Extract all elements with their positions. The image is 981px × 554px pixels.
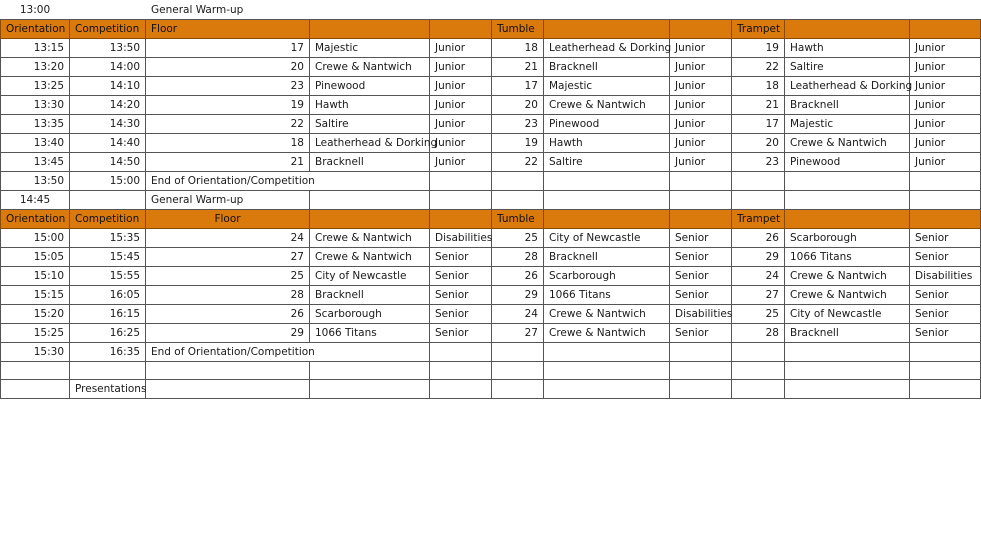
empty-cell [492, 362, 544, 380]
empty-cell [670, 191, 732, 210]
floor-club: 1066 Titans [310, 324, 430, 343]
trampet-number: 26 [732, 229, 785, 248]
table-row [1, 96, 981, 115]
trampet-category: Junior [910, 39, 981, 58]
trampet-club: Bracknell [785, 96, 910, 115]
trampet-number: 22 [732, 58, 785, 77]
empty-cell [670, 362, 732, 380]
floor-club: Hawth [310, 96, 430, 115]
tumble-number: 29 [492, 286, 544, 305]
trampet-category: Junior [910, 115, 981, 134]
trampet-number: 19 [732, 39, 785, 58]
empty-cell [430, 172, 492, 191]
tumble-category: Disabilities [670, 305, 732, 324]
empty-cell [732, 343, 785, 362]
table-row [1, 229, 981, 248]
floor-number: 21 [146, 153, 310, 172]
floor-number: 17 [146, 39, 310, 58]
trampet-club: Crewe & Nantwich [785, 286, 910, 305]
orientation-time: 13:20 [1, 58, 70, 77]
empty-cell [492, 343, 544, 362]
header-competition: Competition [70, 210, 146, 229]
tumble-category: Senior [670, 286, 732, 305]
tumble-category: Senior [670, 324, 732, 343]
orientation-time: 13:45 [1, 153, 70, 172]
trampet-category: Junior [910, 77, 981, 96]
empty-cell [1, 362, 70, 380]
floor-category: Senior [430, 324, 492, 343]
floor-number: 23 [146, 77, 310, 96]
empty-cell [785, 362, 910, 380]
trampet-club: Majestic [785, 115, 910, 134]
orientation-time: 13:25 [1, 77, 70, 96]
trampet-category: Junior [910, 134, 981, 153]
empty-cell [670, 172, 732, 191]
tumble-club: Hawth [544, 134, 670, 153]
trampet-number: 28 [732, 324, 785, 343]
empty-cell [310, 380, 430, 399]
empty-cell [732, 1, 785, 20]
tumble-number: 25 [492, 229, 544, 248]
tumble-category: Junior [670, 134, 732, 153]
trampet-category: Junior [910, 58, 981, 77]
trampet-club: Crewe & Nantwich [785, 267, 910, 286]
orientation-time: 13:35 [1, 115, 70, 134]
empty-cell [492, 191, 544, 210]
empty-cell [70, 191, 146, 210]
empty-cell [146, 380, 310, 399]
tumble-category: Junior [670, 77, 732, 96]
header-floor: Floor [146, 210, 310, 229]
tumble-category: Senior [670, 229, 732, 248]
tumble-category: Senior [670, 248, 732, 267]
orientation-time: 13:30 [1, 96, 70, 115]
table-row [1, 134, 981, 153]
floor-category: Junior [430, 58, 492, 77]
tumble-category: Junior [670, 115, 732, 134]
floor-category: Senior [430, 286, 492, 305]
trampet-number: 17 [732, 115, 785, 134]
tumble-number: 27 [492, 324, 544, 343]
empty-cell [670, 1, 732, 20]
orientation-time: 13:15 [1, 39, 70, 58]
tumble-number: 28 [492, 248, 544, 267]
tumble-club: Bracknell [544, 58, 670, 77]
table-row [1, 58, 981, 77]
empty-cell [732, 191, 785, 210]
header-tumble: Tumble [492, 20, 544, 39]
start-time: 14:45 [1, 191, 70, 210]
empty-cell [910, 172, 981, 191]
end-competition-time: 15:00 [70, 172, 146, 191]
competition-time: 14:20 [70, 96, 146, 115]
empty-cell [732, 362, 785, 380]
warmup-row [1, 1, 981, 20]
floor-number: 18 [146, 134, 310, 153]
floor-number: 25 [146, 267, 310, 286]
tumble-number: 24 [492, 305, 544, 324]
competition-time: 14:40 [70, 134, 146, 153]
tumble-club: Scarborough [544, 267, 670, 286]
empty-cell [785, 191, 910, 210]
trampet-club: City of Newcastle [785, 305, 910, 324]
floor-category: Junior [430, 39, 492, 58]
tumble-club: 1066 Titans [544, 286, 670, 305]
tumble-number: 18 [492, 39, 544, 58]
empty-cell [910, 343, 981, 362]
warmup-label: General Warm-up [146, 191, 310, 210]
empty-cell [732, 172, 785, 191]
tumble-number: 19 [492, 134, 544, 153]
tumble-number: 20 [492, 96, 544, 115]
header-row [1, 20, 981, 39]
empty-cell [430, 1, 492, 20]
floor-category: Senior [430, 248, 492, 267]
orientation-time: 15:00 [1, 229, 70, 248]
tumble-club: Saltire [544, 153, 670, 172]
orientation-time: 15:15 [1, 286, 70, 305]
orientation-time: 13:40 [1, 134, 70, 153]
floor-category: Junior [430, 115, 492, 134]
floor-number: 27 [146, 248, 310, 267]
empty-cell [785, 1, 910, 20]
tumble-club: Leatherhead & Dorking [544, 39, 670, 58]
empty-cell [910, 191, 981, 210]
trampet-club: Leatherhead & Dorking [785, 77, 910, 96]
trampet-category: Senior [910, 324, 981, 343]
end-orientation-time: 15:30 [1, 343, 70, 362]
floor-category: Senior [430, 305, 492, 324]
header-row [1, 210, 981, 229]
empty-cell [430, 210, 492, 229]
floor-club: Saltire [310, 115, 430, 134]
floor-club: Majestic [310, 39, 430, 58]
table-row [1, 248, 981, 267]
empty-cell [310, 20, 430, 39]
header-orientation: Orientation [1, 210, 70, 229]
floor-club: Leatherhead & Dorking [310, 134, 430, 153]
tumble-club: Majestic [544, 77, 670, 96]
empty-cell [492, 380, 544, 399]
table-row [1, 39, 981, 58]
trampet-category: Senior [910, 305, 981, 324]
orientation-time: 15:10 [1, 267, 70, 286]
empty-cell [785, 210, 910, 229]
floor-club: Crewe & Nantwich [310, 229, 430, 248]
tumble-category: Junior [670, 153, 732, 172]
competition-time: 14:50 [70, 153, 146, 172]
floor-number: 29 [146, 324, 310, 343]
tumble-category: Junior [670, 58, 732, 77]
tumble-number: 26 [492, 267, 544, 286]
tumble-category: Junior [670, 96, 732, 115]
table-row [1, 305, 981, 324]
start-time: 13:00 [1, 1, 70, 20]
floor-club: Crewe & Nantwich [310, 58, 430, 77]
trampet-number: 18 [732, 77, 785, 96]
table-row [1, 286, 981, 305]
floor-category: Junior [430, 77, 492, 96]
empty-cell [910, 362, 981, 380]
floor-number: 20 [146, 58, 310, 77]
header-trampet: Trampet [732, 210, 785, 229]
orientation-time: 15:05 [1, 248, 70, 267]
tumble-category: Junior [670, 39, 732, 58]
tumble-club: Crewe & Nantwich [544, 96, 670, 115]
orientation-time: 15:25 [1, 324, 70, 343]
blank-row [1, 362, 981, 380]
empty-cell [310, 1, 430, 20]
tumble-club: Pinewood [544, 115, 670, 134]
empty-cell [785, 343, 910, 362]
tumble-club: Bracknell [544, 248, 670, 267]
trampet-number: 23 [732, 153, 785, 172]
end-competition-time: 16:35 [70, 343, 146, 362]
empty-cell [430, 380, 492, 399]
empty-cell [544, 362, 670, 380]
tumble-number: 21 [492, 58, 544, 77]
floor-club: Scarborough [310, 305, 430, 324]
warmup-label: General Warm-up [146, 1, 310, 20]
end-row [1, 172, 981, 191]
trampet-number: 29 [732, 248, 785, 267]
empty-cell [430, 191, 492, 210]
competition-time: 14:10 [70, 77, 146, 96]
trampet-category: Disabilities [910, 267, 981, 286]
floor-club: Bracknell [310, 153, 430, 172]
floor-club: Pinewood [310, 77, 430, 96]
empty-cell [544, 20, 670, 39]
trampet-category: Junior [910, 153, 981, 172]
floor-number: 24 [146, 229, 310, 248]
floor-number: 26 [146, 305, 310, 324]
header-tumble: Tumble [492, 210, 544, 229]
empty-cell [910, 210, 981, 229]
trampet-category: Junior [910, 96, 981, 115]
presentations-label: Presentations [70, 380, 146, 399]
trampet-number: 21 [732, 96, 785, 115]
empty-cell [785, 380, 910, 399]
tumble-club: City of Newcastle [544, 229, 670, 248]
trampet-club: Bracknell [785, 324, 910, 343]
competition-time: 16:15 [70, 305, 146, 324]
empty-cell [670, 380, 732, 399]
floor-category: Junior [430, 153, 492, 172]
competition-time: 15:35 [70, 229, 146, 248]
trampet-number: 20 [732, 134, 785, 153]
empty-cell [910, 1, 981, 20]
empty-cell [910, 380, 981, 399]
floor-number: 22 [146, 115, 310, 134]
empty-cell [70, 362, 146, 380]
empty-cell [146, 362, 310, 380]
empty-cell [1, 380, 70, 399]
end-row [1, 343, 981, 362]
competition-time: 14:00 [70, 58, 146, 77]
competition-time: 16:25 [70, 324, 146, 343]
floor-club: Bracknell [310, 286, 430, 305]
tumble-number: 17 [492, 77, 544, 96]
floor-category: Disabilities [430, 229, 492, 248]
trampet-club: Pinewood [785, 153, 910, 172]
presentations-row [1, 380, 981, 399]
header-orientation: Orientation [1, 20, 70, 39]
tumble-number: 23 [492, 115, 544, 134]
empty-cell [492, 172, 544, 191]
empty-cell [544, 172, 670, 191]
empty-cell [670, 343, 732, 362]
competition-time: 15:45 [70, 248, 146, 267]
trampet-number: 27 [732, 286, 785, 305]
empty-cell [310, 362, 430, 380]
tumble-club: Crewe & Nantwich [544, 324, 670, 343]
empty-cell [785, 20, 910, 39]
empty-cell [670, 20, 732, 39]
end-label: End of Orientation/Competition [146, 172, 430, 191]
tumble-club: Crewe & Nantwich [544, 305, 670, 324]
trampet-number: 25 [732, 305, 785, 324]
empty-cell [544, 380, 670, 399]
table-row [1, 267, 981, 286]
empty-cell [430, 343, 492, 362]
floor-number: 28 [146, 286, 310, 305]
end-label: End of Orientation/Competition [146, 343, 430, 362]
empty-cell [430, 362, 492, 380]
empty-cell [310, 210, 430, 229]
trampet-category: Senior [910, 248, 981, 267]
competition-time: 15:55 [70, 267, 146, 286]
header-floor: Floor [146, 20, 310, 39]
orientation-time: 15:20 [1, 305, 70, 324]
empty-cell [430, 20, 492, 39]
floor-category: Senior [430, 267, 492, 286]
empty-cell [544, 343, 670, 362]
floor-number: 19 [146, 96, 310, 115]
trampet-club: Saltire [785, 58, 910, 77]
empty-cell [310, 191, 430, 210]
tumble-number: 22 [492, 153, 544, 172]
table-row [1, 77, 981, 96]
empty-cell [670, 210, 732, 229]
table-row [1, 153, 981, 172]
table-row [1, 324, 981, 343]
trampet-number: 24 [732, 267, 785, 286]
competition-time: 13:50 [70, 39, 146, 58]
table-row [1, 115, 981, 134]
trampet-club: Scarborough [785, 229, 910, 248]
floor-category: Junior [430, 134, 492, 153]
trampet-club: Crewe & Nantwich [785, 134, 910, 153]
empty-cell [910, 20, 981, 39]
empty-cell [544, 191, 670, 210]
tumble-category: Senior [670, 267, 732, 286]
empty-cell [492, 1, 544, 20]
empty-cell [70, 1, 146, 20]
trampet-category: Senior [910, 286, 981, 305]
floor-club: City of Newcastle [310, 267, 430, 286]
floor-club: Crewe & Nantwich [310, 248, 430, 267]
competition-time: 16:05 [70, 286, 146, 305]
empty-cell [785, 172, 910, 191]
trampet-club: Hawth [785, 39, 910, 58]
warmup-row [1, 191, 981, 210]
trampet-category: Senior [910, 229, 981, 248]
header-trampet: Trampet [732, 20, 785, 39]
empty-cell [544, 1, 670, 20]
empty-cell [732, 380, 785, 399]
header-competition: Competition [70, 20, 146, 39]
floor-category: Junior [430, 96, 492, 115]
end-orientation-time: 13:50 [1, 172, 70, 191]
trampet-club: 1066 Titans [785, 248, 910, 267]
competition-time: 14:30 [70, 115, 146, 134]
empty-cell [544, 210, 670, 229]
